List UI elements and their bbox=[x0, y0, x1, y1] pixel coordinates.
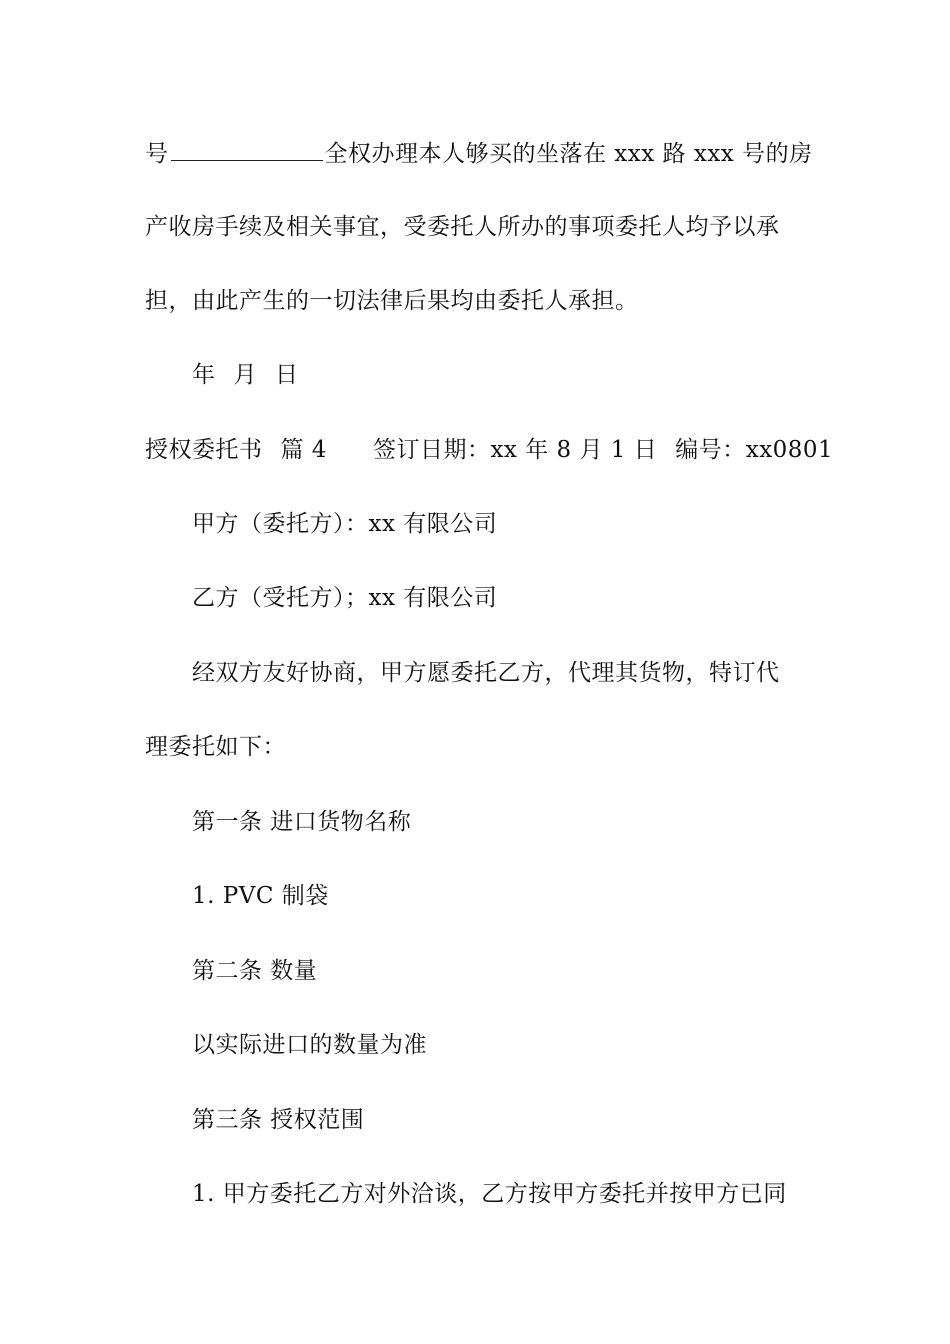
party-b: 乙方（受托方）；xx 有限公司 bbox=[192, 585, 498, 611]
text-prefix: 号 bbox=[145, 141, 169, 167]
heading-part: 篇 4 bbox=[280, 437, 327, 463]
article-1-item: 1. PVC 制袋 bbox=[192, 883, 329, 909]
date-line bbox=[192, 359, 810, 391]
paragraph-line-2: 产收房手续及相关事宜，受委托人所办的事项委托人均予以承 bbox=[145, 214, 780, 240]
article-3-title: 第三条 授权范围 bbox=[192, 1107, 365, 1133]
blank-field bbox=[171, 138, 323, 161]
heading-sign-date: 签订日期：xx 年 8 月 1 日 bbox=[372, 437, 658, 463]
heading-number: 编号：xx0801 bbox=[675, 437, 834, 463]
article-2-text: 以实际进口的数量为准 bbox=[192, 1032, 427, 1058]
article-3-item-1: 1. 甲方委托乙方对外洽谈，乙方按甲方委托并按甲方已同 bbox=[192, 1181, 787, 1207]
date-day: 日 bbox=[275, 362, 299, 388]
section-heading bbox=[145, 434, 834, 466]
article-2-title: 第二条 数量 bbox=[192, 958, 318, 984]
date-month: 月 bbox=[233, 362, 257, 388]
paragraph-line-3: 担，由此产生的一切法律后果均由委托人承担。 bbox=[145, 288, 639, 314]
heading-title: 授权委托书 bbox=[145, 437, 263, 463]
article-1-title: 第一条 进口货物名称 bbox=[192, 809, 412, 835]
intro-line-1: 经双方友好协商，甲方愿委托乙方，代理其货物，特订代 bbox=[192, 660, 780, 686]
intro-line-2: 理委托如下： bbox=[145, 734, 286, 760]
date-year: 年 bbox=[192, 362, 216, 388]
party-a: 甲方（委托方）：xx 有限公司 bbox=[192, 511, 498, 537]
text-suffix: 全权办理本人够买的坐落在 xxx 路 xxx 号的房 bbox=[324, 141, 813, 167]
paragraph-line-1 bbox=[145, 138, 813, 170]
